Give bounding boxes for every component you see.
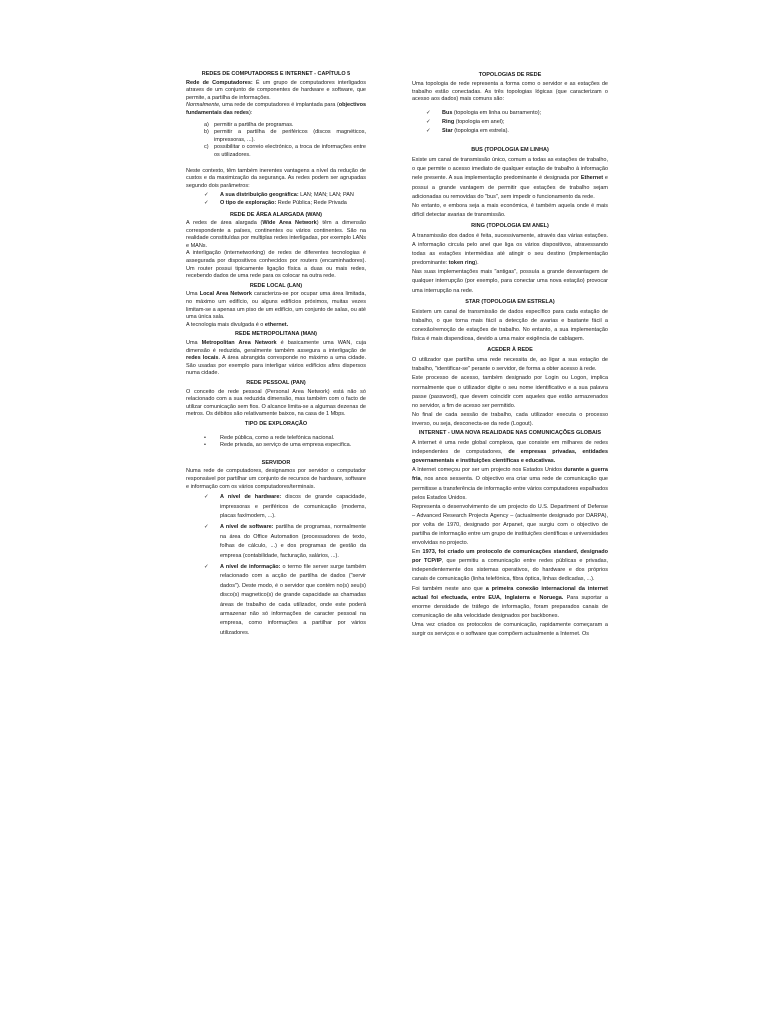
- topologias-paragraph: Uma topologia de rede representa a forma como o servidor e as estações de trabalho estão conectadas. As três topologias lógicas (que caracterizam o acesso aos dados) mais comuns são:: [412, 81, 608, 103]
- servidor-item-text: discos de grande capacidade, impressoras e periféricos de comunicação (modems, placas fax/modem, ...).: [220, 494, 366, 519]
- list-text: Rede pública, como a rede telefónica nacional.: [220, 434, 335, 441]
- ring-paragraph-2: Nas suas implementações mais "antigas", possuía a grande desvantagem de qualquer interrupção (por exemplo, para conectar uma nova estação) provocar uma interrupção na rede.: [412, 269, 608, 294]
- topologias-heading: TOPOLOGIAS DE REDE: [478, 72, 542, 78]
- wan-paragraph: A redes de área alargada (Wide Area Network) têm a dimensão correspondente a países, continentes ou vários continentes. São na realidade constituídas por multiplas redes interligadas, por exemplo LANs e MANs.: [186, 220, 366, 249]
- servidor-item-label: A nível de informação:: [220, 563, 281, 570]
- exploracao-heading: TIPO DE EXPLORAÇÃO: [244, 420, 308, 427]
- list-marker: a): [204, 121, 209, 128]
- list-item: [204, 435, 366, 443]
- wan-paragraph-2: A interligação (internetworking) de redes de diferentes tecnologias é assegurada por dispositivos conhecidos por routers (encaminhadores). Um router possui tipicamente ligação física a duas ou mais redes, recebendo dados de uma rede para os colocar na outra rede.: [186, 250, 366, 280]
- servidor-item-text: partilha de programas, normalmente na área do Office Automation (processadores de texto, folhas de cálculo, ...) e dos programas de gestão da empresa (contabilidade, facturação, salários, ...).: [220, 524, 366, 559]
- intro-objectives-bold: objectivos fundamentais das redes: [186, 102, 366, 116]
- list-text: permitir a partilha de programas.: [214, 121, 294, 128]
- man-bold-term: Metropolitan Area Network: [201, 340, 277, 346]
- check-icon: ✓: [204, 524, 209, 531]
- internet-paragraph-3: Representa o desenvolvimento de um projecto do U.S. Department of Defense – Advanced Research Projects Agency – (actualmente designado por DARPA), por volta de 1970, designado por Arpanet, que surgiu com o objectivo de partilha de informação entre um grupo de instituições científicas e universidades envolvidas no projecto.: [412, 503, 608, 547]
- lan-heading: REDE LOCAL (LAN): [249, 282, 303, 289]
- wan-bold-term: Wide Area Network: [262, 220, 317, 227]
- list-text: permitir a partilha de periféricos (discos magnéticos, impressoras, ...).: [214, 129, 366, 143]
- intro-text: É um grupo de computadores interligados atraves de um conjunto de componentes de hardware e software, que permite, a partilha de informações.: [186, 79, 366, 101]
- internet-paragraph-4: Em 1973, foi criado um protocolo de comunicações standard, designado por TCP/IP, que permitiu a comunicação entre redes públicas e privadas, independentemente dos sistemas operativos, do hardware e dos próprios canais de comunicação (linha telefónica, fibra óptica, linhas dedicadas, ...).: [412, 549, 608, 583]
- conexao-bold: a primeira conexão internacional da internet actual foi efectuada, entre EUA, Inglaterra e Noruega.: [412, 585, 608, 601]
- list-item: [186, 122, 366, 130]
- servidor-item-label: A nível de hardware:: [220, 494, 282, 501]
- internet-bold: de empresas privadas, entidades governamentais e instituições científicas e educativas.: [412, 449, 608, 465]
- star-paragraph: Existem um canal de transmissão de dados específico para cada estação de trabalho, o que torna mais fácil a detecção de avarias e bastante fácil a conexão/remoção de estações de trabalho. No entanto, a sua implementação física é mais dispendiosa, devido a uma maior exigência de cablagem.: [412, 308, 608, 343]
- intro-bold-lead: Rede de Computadores:: [186, 79, 253, 86]
- topology-name: Ring: [442, 118, 455, 125]
- intro-italic: Normalmente,: [186, 102, 221, 109]
- ring-paragraph: A transmissão dos dados é feita, sucessivamente, através das várias estações. A informação circula pelo anel que liga os vários dispositivos, atravessando todas as estações intermédias até atingir o seu destino (implementação predominante: token ring).: [412, 233, 608, 267]
- list-item: [426, 109, 608, 118]
- left-column: [186, 71, 366, 642]
- star-heading: STAR (TOPOLOGIA EM ESTRELA): [465, 298, 555, 305]
- parameters-list: [204, 192, 366, 207]
- param-text: Rede Pública; Rede Privada: [276, 199, 347, 206]
- context-paragraph: Neste contexto, têm também inerentes vantagens a nível da redução de custos e da maximização da segurança. As redes podem ser agrupadas segundo dois parâmetros:: [186, 167, 366, 189]
- internet-paragraph: A internet é uma rede global complexa, que consiste em milhares de redes independentes de computadores, de empresas privadas, entidades governamentais e instituições científicas e educativas.: [412, 440, 608, 465]
- aceder-paragraph-3: No final de cada sessão de trabalho, cada utilizador executa o processo inverso, ou seja, desconecta-se da rede (Logout).: [412, 411, 608, 427]
- topologias-list: [426, 109, 608, 136]
- internet-paragraph-6: Uma vez criados os protocolos de comunicação, rapidamente começaram a surgir os serviços e o software que compõem actualmente a Internet. Os: [412, 621, 608, 638]
- list-marker: c): [204, 144, 209, 151]
- servidor-item-label: A nível de software:: [220, 524, 274, 531]
- bus-paragraph-2: No entanto, e embora seja a mais económica, é também aquela onde é mais difícil detectar avarias de transmissão.: [412, 202, 608, 218]
- param-text: LAN; MAN; LAN; PAN: [298, 192, 354, 199]
- list-item: [186, 129, 366, 144]
- list-item: [204, 200, 366, 208]
- check-icon: ✓: [204, 563, 209, 570]
- pan-paragraph: O conceito de rede pessoal (Personal Area Network) está não só relacionado com a sua reduzida dimensão, mas também com o facto de utilizar comunicação sem fios. O alcance limita-se a algumas dezenas de metros. Os débitos são relativamente baixos, na casa de 1 Mbps.: [186, 388, 366, 418]
- pan-heading: REDE PESSOAL (PAN): [246, 379, 306, 386]
- ring-heading: RING (TOPOLOGIA EM ANEL): [471, 222, 549, 229]
- exploracao-list: [204, 435, 366, 450]
- right-column: [412, 71, 608, 639]
- token-ring-bold: token ring: [448, 260, 476, 267]
- list-item: [204, 523, 366, 561]
- list-text: possibilitar o correio electrónico, a troca de informações entre os utilizadores.: [214, 144, 366, 158]
- param-label: A sua distribuição geográfica:: [220, 192, 299, 199]
- guerra-fria-bold: durante a guerra fria: [412, 467, 608, 483]
- list-marker: b): [204, 129, 209, 136]
- wan-heading: REDE DE ÁREA ALARGADA (WAN): [230, 211, 322, 218]
- list-item: [204, 563, 366, 638]
- intro-paragraph-2: [186, 102, 366, 117]
- intro-end: ):: [248, 109, 253, 116]
- lan-paragraph: Uma Local Area Network caracteriza-se por ocupar uma área limitada, no máximo um edifício, ou alguns edifícios próximos, muitas vezes limitam-se a apenas um piso de um edifício, um conjunto de salas, ou até uma única sala.: [186, 291, 366, 321]
- internet-paragraph-5: Foi também neste ano que a primeira conexão internacional da internet actual foi efectuada, entre EUA, Inglaterra e Noruega. Para suportar a enorme densidade de tráfego de informação, foram preparados canais de comunicação de alta velocidade designados por backbones.: [412, 585, 608, 619]
- check-icon: ✓: [204, 199, 209, 206]
- intro-paragraph: [186, 80, 366, 103]
- list-text: Rede privada, ao serviço de uma empresa especifica.: [220, 442, 352, 449]
- intro-mid: uma rede de computadores é implantada para (: [220, 102, 339, 109]
- servidor-item-text: o termo file server surge também relacionado com a acção de partilha de dados ("servir dados"). Deste modo, é o servidor que contém no(s) seu(s) disco(s) magnetico(s) de grande capacidade as chamadas áreas de trabalho de cada utilizador, onde este poderá armazenar não só informações de caracter pessoal na empresa, como informações a partilhar por vários utilizadores.: [220, 563, 366, 636]
- topology-desc: (topologia em anel);: [454, 118, 505, 125]
- list-item: [186, 144, 366, 159]
- list-item: [204, 493, 366, 521]
- topology-desc: (topologia em estrela).: [452, 128, 509, 135]
- lan-bold-term: Local Area Network: [199, 291, 252, 298]
- bullet-icon: •: [204, 434, 206, 441]
- topology-desc: (topologia em linha ou barramento);: [452, 109, 542, 116]
- internet-paragraph-2: A Internet começou por ser um projecto nos Estados Unidos durante a guerra fria, nos anos sessenta. O objectivo era criar uma rede de comunicação que permitisse a transferência de informação entre vários computadores espalhados pelos Estados Unidos.: [412, 467, 608, 501]
- topology-name: Star: [442, 128, 453, 135]
- aceder-paragraph: O utilizador que partilha uma rede necessita de, ao ligar a sua estação de trabalho, "identificar-se" perante o servidor, de forma a obter acesso à rede.: [412, 357, 608, 373]
- chapter-title: REDES DE COMPUTADORES E INTERNET - CAPÍTULO 5: [201, 71, 351, 77]
- redes-locais-bold: redes locais: [186, 355, 219, 362]
- topology-name: Bus: [442, 109, 453, 116]
- check-icon: ✓: [204, 192, 209, 199]
- check-icon: ✓: [426, 118, 431, 125]
- list-item: [426, 127, 608, 136]
- tcpip-bold: 1973, foi criado um protocolo de comunicações standard, designado por TCP/IP: [412, 549, 608, 565]
- objectives-list: [186, 122, 366, 160]
- servidor-heading: SERVIDOR: [261, 459, 291, 466]
- list-item: [204, 442, 366, 450]
- list-item: [204, 192, 366, 200]
- man-heading: REDE METROPOLITANA (MAN): [235, 331, 317, 338]
- list-item: [426, 118, 608, 127]
- check-icon: ✓: [426, 128, 431, 135]
- aceder-paragraph-2: Este processo de acesso, também designado por Login ou Logon, implica normalmente que o utilizador digite o seu nome identificativo e a sua palavra passe (password), que devem coincidir com aqueles que estão armazenados no servidor, a fim de acesso ser permitido.: [412, 375, 608, 409]
- lan-paragraph-2: A tecnologia mais divulgada é o ethernet.: [186, 321, 289, 328]
- bus-paragraph: Existe um canal de transmissão único, comum a todas as estações de trabalho, o que permite o acesso imediato de qualquer estação de trabalho à informação nele presente. A sua implementação predominante é designada por Ethernet e possui a grande vantagem de permitir que estações de trabalho sejam adicionadas ou removidas do "bus", sem impedir o funcionamento da rede.: [412, 157, 608, 200]
- man-paragraph: Uma Metropolitan Area Network é basicamente uma WAN, cuja dimensão é reduzida, geralmente também assegura a interligação de redes locais. A área abrangida corresponde no máximo a uma cidade. São usadas por exemplo para interligar vários edifícios afins dispersos numa cidade.: [186, 340, 366, 377]
- bullet-icon: •: [204, 442, 206, 449]
- check-icon: ✓: [426, 109, 431, 116]
- internet-heading: INTERNET - UMA NOVA REALIDADE NAS COMUNICAÇÕES GLOBAIS: [418, 429, 602, 436]
- servidor-list: [204, 493, 366, 638]
- ethernet-bold: Ethernet: [580, 175, 604, 182]
- bus-heading: BUS (TOPOLOGIA EM LINHA): [471, 147, 549, 154]
- param-label: O tipo de exploração:: [220, 199, 277, 206]
- check-icon: ✓: [204, 494, 209, 501]
- ethernet-bold: ethernet.: [264, 321, 289, 328]
- aceder-heading: ACEDER À REDE: [487, 347, 533, 354]
- servidor-paragraph: Numa rede de computadores, designamos por servidor o computador responsável por partilhar um conjunto de recursos de hardware, software e informação com os vários computadores/terminais.: [186, 468, 366, 490]
